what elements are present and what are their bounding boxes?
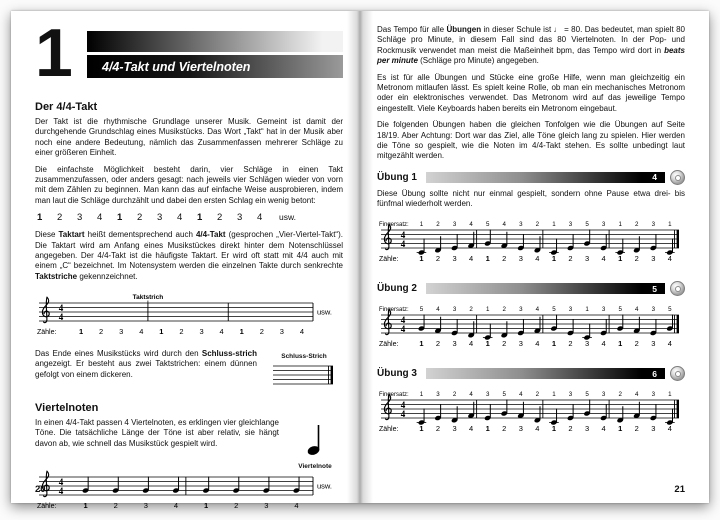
svg-text:4: 4 [173,501,179,511]
svg-text:3: 3 [279,327,284,337]
svg-text:1: 1 [618,339,623,349]
svg-text:4: 4 [436,306,440,314]
svg-text:Zähle:: Zähle: [379,256,399,264]
svg-text:2: 2 [502,339,507,349]
svg-text:2: 2 [234,501,239,511]
svg-text:3: 3 [568,221,573,229]
schlussstrich-label: Schluss-Strich [281,353,327,361]
svg-text:1: 1 [419,254,424,264]
paragraph-tonfolgen: Die folgenden Übungen haben die gleichen Tonfolgen wie die Übungen auf Seite 18/19. Aber Achtung: Dort war das Ziel, alle Töne gleich lang zu spielen. Hier werden die Töne so gespielt, wie die Noten im 4/4-Takt stehen. Es sollte unbedingt laut mitgezählt werden. [377,120,685,161]
staff-taktstrich [35,288,343,346]
uebung-3-track-number: 6 [652,368,657,379]
paragraph-viertelnoten: In einen 4/4-Takt passen 4 Viertelnoten, es erklingen vier gleichlange Töne. Die tatsächliche Länge der Töne ist aber relativ, sie hängt davon ab, wie schnell das Musikstück gespielt wird. [35,418,280,448]
svg-text:usw.: usw. [317,481,333,491]
svg-text:Zähle:: Zähle: [379,341,399,349]
svg-text:4: 4 [58,477,64,488]
svg-text:1: 1 [419,221,424,229]
svg-text:3: 3 [651,339,656,349]
svg-text:4: 4 [400,315,406,326]
section-heading-viertelnoten: Viertelnoten [35,402,99,415]
svg-text:4: 4 [400,239,406,250]
cd-icon [670,170,685,185]
svg-text:5: 5 [585,221,589,229]
svg-text:usw.: usw. [317,307,333,317]
staff-uebung-1 [377,215,685,273]
svg-text:4: 4 [667,254,672,264]
svg-text:4: 4 [667,339,672,349]
svg-text:5: 5 [552,306,556,314]
page-right [359,11,709,503]
svg-text:1: 1 [203,501,209,511]
svg-text:1: 1 [585,306,589,314]
svg-text:3: 3 [584,424,590,434]
svg-text:1: 1 [618,254,623,264]
svg-text:2: 2 [634,424,639,434]
svg-text:5: 5 [668,306,672,314]
paragraph-schlussstrich: Das Ende eines Musikstücks wird durch den Schluss-strich angezeigt. Er besteht aus zwei Taktstrichen: einem dünnen gefolgt von einem dickeren. [35,349,257,379]
cd-icon [670,281,685,296]
svg-text:3: 3 [199,327,204,337]
uebung-3-header [377,366,685,381]
paragraph-taktart: Diese Taktart heißt dementsprechend auch 4/4-Takt (gesprochen „Vier-Viertel-Takt“). Die Taktart wird am Anfang eines Musikstückes direkt hinter dem Notenschlüssel angegeben. Der 4/4-Takt ist die häufigste Taktart. Er wird oft statt mit 4/4 auch mit einem „C“ bezeichnet. Im Notensystem werden die einzelnen Takte durch senkrechte Taktstriche gekennzeichnet. [35,230,343,281]
viertelnote-figure [287,418,343,471]
svg-text:4: 4 [535,306,540,314]
paragraph-takt-2: Die einfachste Möglichkeit besteht darin, vier Schläge in einen Takt zusammenzufassen, oder anders gesagt: nach jeweils vier Schlägen wieder von vorn mit dem Zählen zu beginnen. Man kann das auf einfache Weise ausprobieren, indem man laut die Schläge durchzählt und dabei den ersten Schlag ein wenig betont: [35,164,343,205]
svg-text:4: 4 [535,339,540,349]
svg-text:Taktstrich: Taktstrich [132,294,164,302]
svg-text:2: 2 [535,221,540,229]
svg-text:4: 4 [601,339,606,349]
svg-text:4: 4 [58,303,64,314]
svg-text:5: 5 [419,306,424,314]
svg-text:3: 3 [601,221,606,229]
svg-text:1: 1 [552,221,556,229]
chapter-number: 1 [35,15,70,91]
svg-text:5: 5 [485,221,490,229]
svg-text:Fingersatz:: Fingersatz: [379,222,409,229]
svg-text:3: 3 [518,254,523,264]
svg-text:3: 3 [651,254,656,264]
svg-text:4: 4 [400,324,406,335]
viertelnote-label: Viertelnote [298,463,332,471]
svg-text:Zähle:: Zähle: [37,503,57,511]
svg-text:3: 3 [519,221,523,229]
svg-text:2: 2 [502,306,506,314]
svg-text:3: 3 [452,254,457,264]
uebung-1-note: Diese Übung sollte nicht nur einmal gespielt, sondern ohne Pause etwa drei- bis fünfmal wiederholt werden. [377,188,685,209]
svg-text:4: 4 [400,400,406,411]
svg-text:1: 1 [551,254,557,264]
svg-text:1: 1 [668,221,672,229]
svg-text:3: 3 [601,306,606,314]
svg-text:3: 3 [264,501,269,511]
viertelnote-row [35,418,343,471]
svg-text:2: 2 [634,254,639,264]
svg-text:4: 4 [299,327,305,337]
svg-text:2: 2 [502,424,507,434]
uebung-1-track-number: 4 [652,171,657,182]
uebung-2-track-number: 5 [652,283,657,294]
staff-uebung-3 [377,385,685,443]
svg-text:3: 3 [584,254,590,264]
svg-text:1: 1 [552,391,556,399]
svg-text:2: 2 [568,339,573,349]
svg-text:3: 3 [485,391,490,399]
svg-text:3: 3 [452,306,457,314]
svg-text:2: 2 [635,221,639,229]
paragraph-tempo: Das Tempo für alle Übungen in dieser Schule ist ♩ = 80. Das bedeutet, man spielt 80 Schläge pro Minute, in diesem Fall sind das 80 Viertelnoten. In der Pop- und Rockmusik verwendet man meist die Maßeinheit bpm, das Tempo wird dort in beats per minute (Schläge pro Minute) angegeben. [377,25,685,66]
chapter-header [35,15,343,93]
open-book [11,11,709,511]
uebung-1-gradient-bar [426,172,665,183]
svg-text:4: 4 [535,424,540,434]
svg-text:3: 3 [452,424,457,434]
staff-viertelnoten [35,472,343,520]
svg-text:4: 4 [667,424,672,434]
svg-text:3: 3 [119,327,124,337]
svg-text:4: 4 [535,254,540,264]
svg-text:1: 1 [618,221,622,229]
svg-text:2: 2 [535,391,540,399]
svg-text:2: 2 [502,254,507,264]
chapter-header-bars [87,31,343,78]
chapter-title-bar [87,55,343,78]
page-left [11,11,359,511]
svg-text:1: 1 [485,254,490,264]
svg-text:4: 4 [139,327,144,337]
uebung-2-header [377,281,685,296]
uebung-2-block [377,281,685,358]
header-gradient-bar [87,31,343,52]
svg-text:4: 4 [469,424,474,434]
svg-text:5: 5 [585,391,589,399]
svg-text:4: 4 [519,391,523,399]
svg-text:2: 2 [452,391,457,399]
uebung-2-label: Übung 2 [377,283,417,295]
svg-text:1: 1 [668,391,672,399]
svg-text:3: 3 [651,221,656,229]
svg-text:3: 3 [436,391,440,399]
svg-text:1: 1 [551,424,557,434]
svg-text:2: 2 [469,306,473,314]
svg-text:5: 5 [618,306,622,314]
section-heading-takt: Der 4/4-Takt [35,101,98,113]
svg-text:4: 4 [400,409,406,420]
page-number-right: 21 [674,484,685,495]
svg-text:4: 4 [469,339,474,349]
staff-schlussstrich [265,361,343,394]
svg-text:4: 4 [635,306,639,314]
svg-text:2: 2 [435,339,441,349]
count-line: 1 2 3 4 1 2 3 4 1 2 3 4 usw. [37,212,297,224]
svg-text:2: 2 [618,391,622,399]
svg-text:3: 3 [518,424,523,434]
svg-text:2: 2 [634,339,639,349]
svg-text:4: 4 [635,391,639,399]
svg-text:3: 3 [651,306,656,314]
svg-text:1: 1 [159,327,164,337]
cd-icon [670,366,685,381]
schlussstrich-row [35,349,343,394]
svg-text:4: 4 [58,312,64,323]
uebung-3-label: Übung 3 [377,368,417,380]
svg-text:1: 1 [419,424,424,434]
svg-text:3: 3 [143,501,148,511]
uebung-1-header [377,170,685,185]
chapter-title: 4/4-Takt und Viertelnoten [102,59,251,74]
svg-text:1: 1 [419,391,424,399]
svg-text:3: 3 [651,424,656,434]
uebung-1-label: Übung 1 [377,171,417,183]
svg-text:2: 2 [568,254,573,264]
svg-text:1: 1 [551,339,557,349]
svg-text:Fingersatz:: Fingersatz: [379,307,409,314]
svg-text:3: 3 [651,391,656,399]
svg-text:1: 1 [419,339,424,349]
svg-text:2: 2 [435,254,441,264]
svg-text:1: 1 [239,327,244,337]
svg-text:3: 3 [568,306,573,314]
svg-text:4: 4 [601,254,606,264]
uebung-3-gradient-bar [426,368,665,379]
svg-text:3: 3 [452,221,457,229]
uebung-3-block [377,366,685,443]
paragraph-metronom: Es ist für alle Übungen und Stücke eine große Hilfe, wenn man gleichzeitig ein Metronom mitlaufen lässt. Es spielt keine Rolle, ob man ein mechanisches Metronom oder ein elektronisches verwendet. Das Metronom wird auf das jeweilige Tempo eingestellt. Viele Keyboards haben bereits ein Metronom eingebaut. [377,72,685,113]
svg-text:3: 3 [584,339,590,349]
svg-text:1: 1 [78,327,84,337]
svg-text:2: 2 [435,424,441,434]
schlussstrich-figure [265,349,343,394]
svg-text:4: 4 [469,391,473,399]
svg-text:4: 4 [469,221,473,229]
svg-text:1: 1 [485,306,490,314]
uebung-1-block [377,170,685,274]
staff-uebung-2 [377,300,685,358]
svg-text:4: 4 [294,501,299,511]
svg-text:4: 4 [219,327,224,337]
svg-text:3: 3 [601,391,606,399]
svg-text:3: 3 [568,391,573,399]
svg-text:1: 1 [485,339,490,349]
svg-text:3: 3 [518,339,523,349]
svg-text:2: 2 [568,424,573,434]
svg-text:1: 1 [485,424,490,434]
svg-text:1: 1 [618,424,623,434]
svg-text:1: 1 [83,501,88,511]
svg-text:Fingersatz:: Fingersatz: [379,392,409,399]
svg-text:2: 2 [436,221,440,229]
quarter-note-icon [303,420,327,458]
svg-text:4: 4 [58,486,64,497]
paragraph-takt-1: Der Takt ist die rhythmische Grundlage unserer Musik. Gemeint ist damit der durchgehende Grundschlag eines Musikstücks. Das Wort „Takt“ hat in der Musik aber noch eine andere Bedeutung, nämlich das Zusammenfassen mehrerer Schläge zu einer größeren Einheit. [35,117,343,158]
svg-text:2: 2 [99,327,104,337]
uebung-2-gradient-bar [426,283,665,294]
svg-text:3: 3 [452,339,457,349]
svg-text:2: 2 [179,327,184,337]
svg-text:Zähle:: Zähle: [379,426,399,434]
svg-text:4: 4 [502,221,506,229]
svg-text:2: 2 [259,327,264,337]
svg-text:5: 5 [502,391,506,399]
page-number-left: 20 [35,484,46,495]
svg-text:3: 3 [519,306,523,314]
svg-text:2: 2 [113,501,118,511]
svg-text:4: 4 [601,424,606,434]
svg-text:4: 4 [400,230,406,241]
svg-text:Zähle:: Zähle: [37,329,57,337]
svg-text:4: 4 [469,254,474,264]
